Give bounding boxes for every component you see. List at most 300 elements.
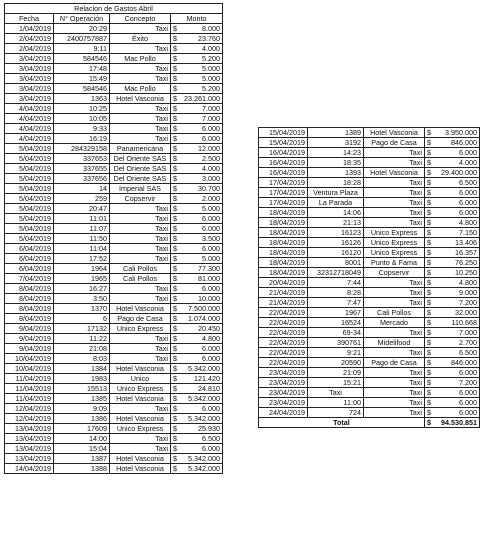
concept-cell: Hotel Vasconia — [110, 394, 171, 404]
amount-cell: 4.000 — [434, 158, 480, 168]
operation-cell: 10:25 — [54, 104, 110, 114]
operation-cell: La Parada — [308, 198, 364, 208]
date-cell: 9/04/2019 — [5, 334, 54, 344]
date-cell: 23/04/2019 — [259, 388, 308, 398]
operation-cell: 14:23 — [308, 148, 364, 158]
table-row — [5, 334, 223, 344]
currency-symbol: $ — [171, 414, 180, 424]
amount-cell: 6.000 — [180, 354, 223, 364]
amount-cell: 846.000 — [434, 358, 480, 368]
concept-cell: Cali Pollos — [364, 308, 425, 318]
table-row — [259, 348, 480, 358]
operation-cell: 6 — [54, 314, 110, 324]
table-row — [259, 268, 480, 278]
operation-cell: 1389 — [308, 128, 364, 138]
amount-cell: 6.000 — [180, 404, 223, 414]
expenses-table-left — [4, 3, 223, 474]
currency-symbol: $ — [171, 354, 180, 364]
amount-cell: 20.450 — [180, 324, 223, 334]
currency-symbol: $ — [171, 404, 180, 414]
concept-cell: Éxito — [110, 34, 171, 44]
currency-symbol: $ — [171, 174, 180, 184]
date-cell: 18/04/2019 — [259, 268, 308, 278]
operation-cell: 69-34 — [308, 328, 364, 338]
amount-cell: 6.000 — [180, 344, 223, 354]
table-row — [259, 158, 480, 168]
date-cell: 5/04/2019 — [5, 184, 54, 194]
currency-symbol: $ — [425, 378, 434, 388]
table-row — [5, 24, 223, 34]
table-row — [5, 314, 223, 324]
date-cell: 13/04/2019 — [5, 454, 54, 464]
currency-symbol: $ — [171, 264, 180, 274]
concept-cell: Taxi — [364, 178, 425, 188]
concept-cell: Cali Pollos — [110, 264, 171, 274]
concept-cell: Del Oriente SAS — [110, 174, 171, 184]
concept-cell: Taxi — [364, 148, 425, 158]
date-cell: 15/04/2019 — [259, 138, 308, 148]
amount-cell: 7.000 — [180, 104, 223, 114]
table-row — [259, 408, 480, 418]
table-row — [5, 244, 223, 254]
concept-cell: Taxi — [364, 278, 425, 288]
currency-symbol: $ — [425, 288, 434, 298]
table-row — [5, 404, 223, 414]
currency-symbol: $ — [425, 148, 434, 158]
amount-cell: 6.000 — [180, 444, 223, 454]
amount-cell: 6.000 — [434, 388, 480, 398]
table-row — [5, 54, 223, 64]
table-row — [5, 254, 223, 264]
concept-cell: Unico Express — [110, 384, 171, 394]
operation-cell: 18:28 — [308, 178, 364, 188]
operation-cell: Taxi — [308, 388, 364, 398]
concept-cell: Taxi — [364, 188, 425, 198]
date-cell: 18/04/2019 — [259, 258, 308, 268]
concept-cell: Unico Express — [364, 228, 425, 238]
amount-cell: 5.342.000 — [180, 414, 223, 424]
amount-cell: 29.400.000 — [434, 168, 480, 178]
operation-cell: 17:48 — [54, 64, 110, 74]
concept-cell: Taxi — [110, 24, 171, 34]
amount-cell: 6.000 — [180, 124, 223, 134]
currency-symbol: $ — [171, 164, 180, 174]
currency-symbol: $ — [171, 254, 180, 264]
date-cell: 13/04/2019 — [5, 434, 54, 444]
table-row — [5, 194, 223, 204]
date-cell: 11/04/2019 — [5, 394, 54, 404]
table-row — [5, 274, 223, 284]
table-row — [259, 258, 480, 268]
date-cell: 21/04/2019 — [259, 288, 308, 298]
amount-cell: 5.342.000 — [180, 464, 223, 474]
amount-cell: 10.000 — [180, 294, 223, 304]
date-cell: 22/04/2019 — [259, 358, 308, 368]
header-operation: N° Operación — [54, 14, 110, 24]
concept-cell: Unico Express — [364, 248, 425, 258]
amount-cell: 6.000 — [434, 408, 480, 418]
concept-cell: Unico Express — [110, 424, 171, 434]
concept-cell: Mac Pollo — [110, 84, 171, 94]
operation-cell: 8001 — [308, 258, 364, 268]
table-row — [5, 324, 223, 334]
concept-cell: Taxi — [110, 214, 171, 224]
operation-cell: 20590 — [308, 358, 364, 368]
concept-cell: Imperial SAS — [110, 184, 171, 194]
date-cell: 22/04/2019 — [259, 328, 308, 338]
concept-cell: Mac Pollo — [110, 54, 171, 64]
table-row — [259, 148, 480, 158]
amount-cell: 4.800 — [434, 218, 480, 228]
table-row — [5, 434, 223, 444]
amount-cell: 77.300 — [180, 264, 223, 274]
currency-symbol: $ — [171, 244, 180, 254]
currency-symbol: $ — [171, 344, 180, 354]
concept-cell: Del Oriente SAS — [110, 154, 171, 164]
date-cell: 5/04/2019 — [5, 204, 54, 214]
table-row — [5, 264, 223, 274]
amount-cell: 6.000 — [434, 208, 480, 218]
operation-cell: 8:03 — [54, 354, 110, 364]
concept-cell: Cali Pollos — [110, 274, 171, 284]
table-row — [259, 188, 480, 198]
concept-cell: Taxi — [110, 134, 171, 144]
amount-cell: 121.420 — [180, 374, 223, 384]
currency-symbol: $ — [425, 258, 434, 268]
amount-cell: 23.261.000 — [180, 94, 223, 104]
concept-cell: Taxi — [364, 378, 425, 388]
table-row — [5, 364, 223, 374]
amount-cell: 6.000 — [434, 368, 480, 378]
currency-symbol: $ — [171, 64, 180, 74]
concept-cell: Taxi — [364, 388, 425, 398]
operation-cell: 337653 — [54, 154, 110, 164]
date-cell: 10/04/2019 — [5, 364, 54, 374]
concept-cell: Taxi — [110, 234, 171, 244]
table-row — [5, 84, 223, 94]
date-cell: 2/04/2019 — [5, 44, 54, 54]
amount-cell: 25.930 — [180, 424, 223, 434]
date-cell: 17/04/2019 — [259, 198, 308, 208]
currency-symbol: $ — [171, 234, 180, 244]
table-row — [259, 198, 480, 208]
currency-symbol: $ — [425, 158, 434, 168]
concept-cell: Unico — [110, 374, 171, 384]
table-row — [5, 394, 223, 404]
currency-symbol: $ — [171, 204, 180, 214]
date-cell: 3/04/2019 — [5, 94, 54, 104]
amount-cell: 30.700 — [180, 184, 223, 194]
date-cell: 5/04/2019 — [5, 234, 54, 244]
date-cell: 8/04/2019 — [5, 294, 54, 304]
header-date: Fecha — [5, 14, 54, 24]
amount-cell: 2.700 — [434, 338, 480, 348]
operation-cell: 337656 — [54, 174, 110, 184]
operation-cell: 11:00 — [308, 398, 364, 408]
operation-cell: 8:28 — [308, 288, 364, 298]
concept-cell: Pago de Casa — [110, 314, 171, 324]
concept-cell: Taxi — [364, 368, 425, 378]
amount-cell: 8.000 — [180, 24, 223, 34]
operation-cell: 32312718049 — [308, 268, 364, 278]
concept-cell: Taxi — [364, 298, 425, 308]
amount-cell: 6.000 — [180, 284, 223, 294]
currency-symbol: $ — [171, 124, 180, 134]
date-cell: 23/04/2019 — [259, 398, 308, 408]
concept-cell: Unico Express — [110, 324, 171, 334]
date-cell: 3/04/2019 — [5, 74, 54, 84]
total-row — [259, 418, 480, 428]
date-cell: 6/04/2019 — [5, 244, 54, 254]
currency-symbol: $ — [171, 194, 180, 204]
amount-cell: 5.000 — [180, 204, 223, 214]
currency-symbol: $ — [425, 388, 434, 398]
concept-cell: Hotel Vasconia — [110, 94, 171, 104]
amount-cell: 6.000 — [180, 214, 223, 224]
total-label: Total — [259, 418, 425, 428]
date-cell: 22/04/2019 — [259, 318, 308, 328]
table-row — [259, 318, 480, 328]
date-cell: 5/04/2019 — [5, 174, 54, 184]
date-cell: 4/04/2019 — [5, 134, 54, 144]
concept-cell: Taxi — [364, 208, 425, 218]
date-cell: 16/04/2019 — [259, 148, 308, 158]
date-cell: 22/04/2019 — [259, 308, 308, 318]
operation-cell: 20:29 — [54, 24, 110, 34]
concept-cell: Taxi — [364, 328, 425, 338]
operation-cell: 17132 — [54, 324, 110, 334]
concept-cell: Hotel Vasconia — [110, 464, 171, 474]
table-row — [259, 218, 480, 228]
table-row — [5, 144, 223, 154]
amount-cell: 7.500.000 — [180, 304, 223, 314]
currency-symbol: $ — [425, 218, 434, 228]
table-row — [5, 354, 223, 364]
concept-cell: Del Oriente SAS — [110, 164, 171, 174]
date-cell: 9/04/2019 — [5, 344, 54, 354]
currency-symbol: $ — [171, 44, 180, 54]
currency-symbol: $ — [171, 154, 180, 164]
concept-cell: Hotel Vasconia — [110, 414, 171, 424]
table-row — [259, 358, 480, 368]
amount-cell: 5.342.000 — [180, 394, 223, 404]
currency-symbol: $ — [425, 188, 434, 198]
table-row — [5, 304, 223, 314]
concept-cell: Taxi — [364, 398, 425, 408]
operation-cell: 9:33 — [54, 124, 110, 134]
amount-cell: 5.000 — [180, 64, 223, 74]
date-cell: 8/04/2019 — [5, 284, 54, 294]
table-row — [5, 94, 223, 104]
date-cell: 18/04/2019 — [259, 238, 308, 248]
operation-cell: 1388 — [54, 464, 110, 474]
operation-cell: 7:47 — [308, 298, 364, 308]
amount-cell: 1.074.000 — [180, 314, 223, 324]
table-row — [259, 228, 480, 238]
table-row — [5, 64, 223, 74]
amount-cell: 13.406 — [434, 238, 480, 248]
date-cell: 9/04/2019 — [5, 324, 54, 334]
table-row — [5, 134, 223, 144]
amount-cell: 7.000 — [180, 114, 223, 124]
operation-cell: 3:50 — [54, 294, 110, 304]
table-row — [5, 44, 223, 54]
currency-symbol: $ — [425, 138, 434, 148]
amount-cell: 4.800 — [434, 278, 480, 288]
currency-symbol: $ — [171, 444, 180, 454]
concept-cell: Taxi — [110, 64, 171, 74]
concept-cell: Taxi — [110, 244, 171, 254]
table-row — [5, 204, 223, 214]
amount-cell: 7.200 — [434, 378, 480, 388]
currency-symbol: $ — [425, 208, 434, 218]
amount-cell: 5.342.000 — [180, 364, 223, 374]
concept-cell: Taxi — [110, 114, 171, 124]
date-cell: 12/04/2019 — [5, 414, 54, 424]
report-title: Relacion de Gastos Abril — [5, 4, 223, 14]
date-cell: 5/04/2019 — [5, 214, 54, 224]
date-cell: 4/04/2019 — [5, 104, 54, 114]
date-cell: 10/04/2019 — [5, 354, 54, 364]
currency-symbol: $ — [425, 228, 434, 238]
table-row — [5, 104, 223, 114]
currency-symbol: $ — [171, 224, 180, 234]
table-row — [5, 214, 223, 224]
amount-cell: 6.000 — [180, 224, 223, 234]
date-cell: 17/04/2019 — [259, 178, 308, 188]
currency-symbol: $ — [171, 114, 180, 124]
date-cell: 3/04/2019 — [5, 84, 54, 94]
amount-cell: 81.000 — [180, 274, 223, 284]
currency-symbol: $ — [425, 328, 434, 338]
currency-symbol: $ — [171, 314, 180, 324]
operation-cell: 15:49 — [54, 74, 110, 84]
currency-symbol: $ — [425, 358, 434, 368]
table-row — [5, 384, 223, 394]
currency-symbol: $ — [171, 284, 180, 294]
operation-cell: 7:44 — [308, 278, 364, 288]
operation-cell: 15:04 — [54, 444, 110, 454]
concept-cell: Taxi — [364, 158, 425, 168]
total-amount: 94.530.851 — [434, 418, 480, 428]
table-row — [5, 294, 223, 304]
date-cell: 18/04/2019 — [259, 208, 308, 218]
currency-symbol: $ — [425, 168, 434, 178]
concept-cell: Hotel Vasconia — [364, 168, 425, 178]
operation-cell: 16:27 — [54, 284, 110, 294]
currency-symbol: $ — [425, 338, 434, 348]
table-row — [259, 308, 480, 318]
table-row — [5, 444, 223, 454]
date-cell: 16/04/2019 — [259, 168, 308, 178]
date-cell: 11/04/2019 — [5, 374, 54, 384]
table-row — [5, 454, 223, 464]
operation-cell: 21:09 — [308, 368, 364, 378]
operation-cell: 15513 — [54, 384, 110, 394]
concept-cell: Hotel Vasconia — [110, 364, 171, 374]
table-row — [259, 208, 480, 218]
amount-cell: 3.500 — [180, 234, 223, 244]
operation-cell: 1965 — [54, 274, 110, 284]
currency-symbol: $ — [425, 348, 434, 358]
date-cell: 14/04/2019 — [5, 464, 54, 474]
amount-cell: 12.000 — [180, 144, 223, 154]
date-cell: 5/04/2019 — [5, 144, 54, 154]
amount-cell: 16.357 — [434, 248, 480, 258]
operation-cell: 1387 — [54, 454, 110, 464]
date-cell: 20/04/2019 — [259, 278, 308, 288]
amount-cell: 6.000 — [434, 148, 480, 158]
operation-cell: 584546 — [54, 84, 110, 94]
amount-cell: 76.250 — [434, 258, 480, 268]
amount-cell: 6.000 — [180, 134, 223, 144]
operation-cell: 3192 — [308, 138, 364, 148]
currency-symbol: $ — [171, 104, 180, 114]
concept-cell: Taxi — [110, 224, 171, 234]
date-cell: 13/04/2019 — [5, 444, 54, 454]
currency-symbol: $ — [425, 408, 434, 418]
operation-cell: 16120 — [308, 248, 364, 258]
date-cell: 5/04/2019 — [5, 154, 54, 164]
table-row — [5, 414, 223, 424]
amount-cell: 6.000 — [180, 244, 223, 254]
operation-cell: 1370 — [54, 304, 110, 314]
currency-symbol: $ — [171, 74, 180, 84]
table-row — [5, 154, 223, 164]
table-row — [5, 34, 223, 44]
concept-cell: Taxi — [110, 344, 171, 354]
date-cell: 23/04/2019 — [259, 368, 308, 378]
date-cell: 22/04/2019 — [259, 348, 308, 358]
amount-cell: 23.760 — [180, 34, 223, 44]
amount-cell: 5.000 — [180, 254, 223, 264]
concept-cell: Taxi — [110, 434, 171, 444]
concept-cell: Pago de Casa — [364, 358, 425, 368]
table-row — [259, 338, 480, 348]
currency-symbol: $ — [171, 394, 180, 404]
operation-cell: 1386 — [54, 414, 110, 424]
table-row — [259, 398, 480, 408]
operation-cell: 1363 — [54, 94, 110, 104]
date-cell: 6/04/2019 — [5, 264, 54, 274]
amount-cell: 10.250 — [434, 268, 480, 278]
operation-cell: 10:05 — [54, 114, 110, 124]
concept-cell: Pago de Casa — [364, 138, 425, 148]
date-cell: 16/04/2019 — [259, 158, 308, 168]
currency-symbol: $ — [425, 398, 434, 408]
operation-cell: 9:21 — [308, 348, 364, 358]
operation-cell: 11:50 — [54, 234, 110, 244]
date-cell: 11/04/2019 — [5, 384, 54, 394]
operation-cell: 11:07 — [54, 224, 110, 234]
concept-cell: Punto & Fama — [364, 258, 425, 268]
date-cell: 8/04/2019 — [5, 314, 54, 324]
table-row — [259, 178, 480, 188]
concept-cell: Midelifood — [364, 338, 425, 348]
amount-cell: 6.000 — [434, 198, 480, 208]
concept-cell: Copservir — [364, 268, 425, 278]
operation-cell: 584546 — [54, 54, 110, 64]
amount-cell: 4.800 — [180, 334, 223, 344]
table-row — [259, 378, 480, 388]
currency-symbol: $ — [425, 198, 434, 208]
concept-cell: Hotel Vasconia — [110, 304, 171, 314]
operation-cell: 17:52 — [54, 254, 110, 264]
amount-cell: 5.000 — [180, 74, 223, 84]
concept-cell: Taxi — [110, 74, 171, 84]
date-cell: 24/04/2019 — [259, 408, 308, 418]
date-cell: 18/04/2019 — [259, 248, 308, 258]
